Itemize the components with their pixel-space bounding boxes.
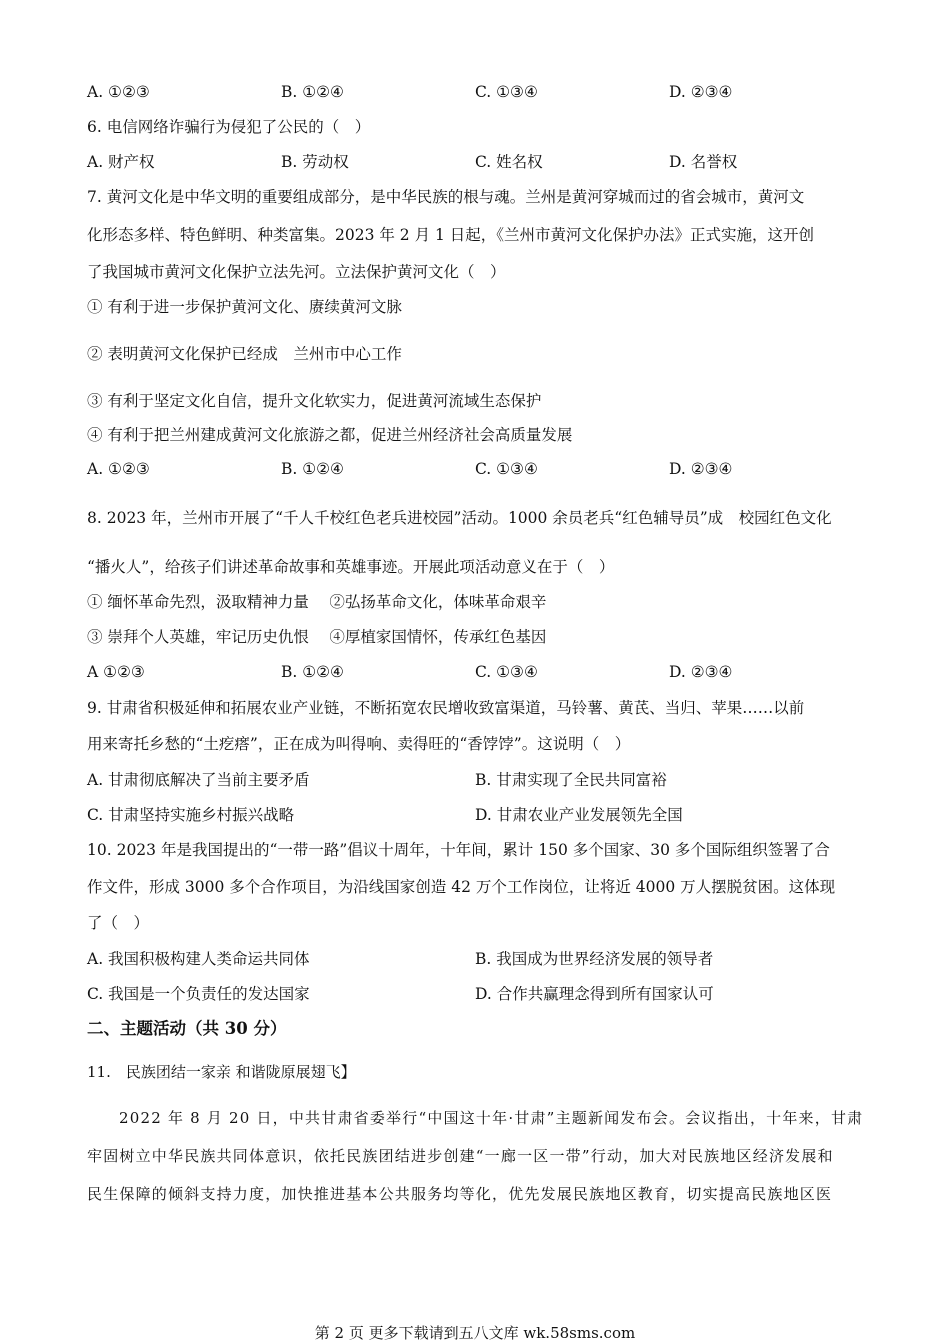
- q8-stem-line-1: 8. 2023 年，兰州市开展了“千人千校红色老兵进校园”活动。1000 余员老兵“红色辅导员”成 校园红色文化: [87, 509, 832, 527]
- q9-stem-line-1: 9. 甘肃省积极延伸和拓展农业产业链，不断拓宽农民增收致富渠道，马铃薯、黄芪、当归、苹果……以前: [87, 699, 805, 717]
- q10-option-b: B. 我国成为世界经济发展的领导者: [475, 950, 714, 968]
- q10-stem-line-2: 作文件，形成 3000 多个合作项目，为沿线国家创造 42 万个工作岗位，让将近 4000 万人摆脱贫困。这体现: [87, 878, 836, 896]
- q6-stem: 6. 电信网络诈骗行为侵犯了公民的（ ）: [87, 118, 371, 136]
- section-heading: 二、主题活动（共 30 分）: [87, 1019, 287, 1038]
- q8-option-a: A ①②③: [87, 663, 145, 681]
- q9-option-d: D. 甘肃农业产业发展领先全国: [475, 806, 683, 824]
- q7-item-3: ③ 有利于坚定文化自信，提升文化软实力，促进黄河流域生态保护: [87, 392, 542, 410]
- q6-option-d: D. 名誉权: [669, 153, 738, 171]
- q10-option-c: C. 我国是一个负责任的发达国家: [87, 985, 310, 1003]
- q7-option-a: A. ①②③: [87, 460, 150, 478]
- q7-option-b: B. ①②④: [281, 460, 344, 478]
- q5-option-a: A. ①②③: [87, 83, 150, 101]
- q7-item-1: ① 有利于进一步保护黄河文化、赓续黄河文脉: [87, 298, 402, 316]
- q10-stem-line-3: 了（ ）: [87, 914, 150, 932]
- q11-title: 11. 民族团结一家亲 和谐陇原展翅飞】: [87, 1063, 356, 1081]
- q11-paragraph-line-3: 民生保障的倾斜支持力度，加快推进基本公共服务均等化，优先发展民族地区教育，切实提高民族地区医: [87, 1185, 833, 1203]
- q7-option-c: C. ①③④: [475, 460, 538, 478]
- q9-option-a: A. 甘肃彻底解决了当前主要矛盾: [87, 771, 310, 789]
- q7-stem-line-1: 7. 黄河文化是中华文明的重要组成部分，是中华民族的根与魂。兰州是黄河穿城而过的省会城市，黄河文: [87, 188, 805, 206]
- q5-option-c: C. ①③④: [475, 83, 538, 101]
- q8-item-2: ③ 崇拜个人英雄，牢记历史仇恨 ④厚植家国情怀，传承红色基因: [87, 628, 547, 646]
- q9-stem-line-2: 用来寄托乡愁的“土疙瘩”，正在成为叫得响、卖得旺的“香饽饽”。这说明（ ）: [87, 735, 631, 753]
- q9-option-b: B. 甘肃实现了全民共同富裕: [475, 771, 667, 789]
- q7-option-d: D. ②③④: [669, 460, 733, 478]
- q6-option-b: B. 劳动权: [281, 153, 349, 171]
- page-footer: 第 2 页 更多下载请到五八文库 wk.58sms.com: [314, 1324, 636, 1342]
- q5-option-d: D. ②③④: [669, 83, 733, 101]
- q10-option-a: A. 我国积极构建人类命运共同体: [87, 950, 310, 968]
- q7-stem-line-2: 化形态多样、特色鲜明、种类富集。2023 年 2 月 1 日起，《兰州市黄河文化保护办法》正式实施，这开创: [87, 226, 815, 244]
- q8-option-d: D. ②③④: [669, 663, 733, 681]
- q10-option-d: D. 合作共赢理念得到所有国家认可: [475, 985, 714, 1003]
- q8-stem-line-2: “播火人”，给孩子们讲述革命故事和英雄事迹。开展此项活动意义在于（ ）: [87, 558, 615, 576]
- q8-option-c: C. ①③④: [475, 663, 538, 681]
- q6-option-a: A. 财产权: [87, 153, 155, 171]
- q11-paragraph-line-1: 2022 年 8 月 20 日，中共甘肃省委举行“中国这十年·甘肃”主题新闻发布会。会议指出，十年来，甘肃: [119, 1109, 864, 1127]
- q8-option-b: B. ①②④: [281, 663, 344, 681]
- q10-stem-line-1: 10. 2023 年是我国提出的“一带一路”倡议十周年，十年间，累计 150 多个国家、30 多个国际组织签署了合: [87, 841, 830, 859]
- q7-item-2: ② 表明黄河文化保护已经成 兰州市中心工作: [87, 345, 402, 363]
- q7-stem-line-3: 了我国城市黄河文化保护立法先河。立法保护黄河文化（ ）: [87, 263, 506, 281]
- q7-item-4: ④ 有利于把兰州建成黄河文化旅游之都，促进兰州经济社会高质量发展: [87, 426, 573, 444]
- q11-paragraph-line-2: 牢固树立中华民族共同体意识，依托民族团结进步创建“一廊一区一带”行动，加大对民族地区经济发展和: [87, 1147, 834, 1165]
- q8-item-1: ① 缅怀革命先烈，汲取精神力量 ②弘扬革命文化，体味革命艰辛: [87, 593, 547, 611]
- q5-option-b: B. ①②④: [281, 83, 344, 101]
- q9-option-c: C. 甘肃坚持实施乡村振兴战略: [87, 806, 295, 824]
- q6-option-c: C. 姓名权: [475, 153, 543, 171]
